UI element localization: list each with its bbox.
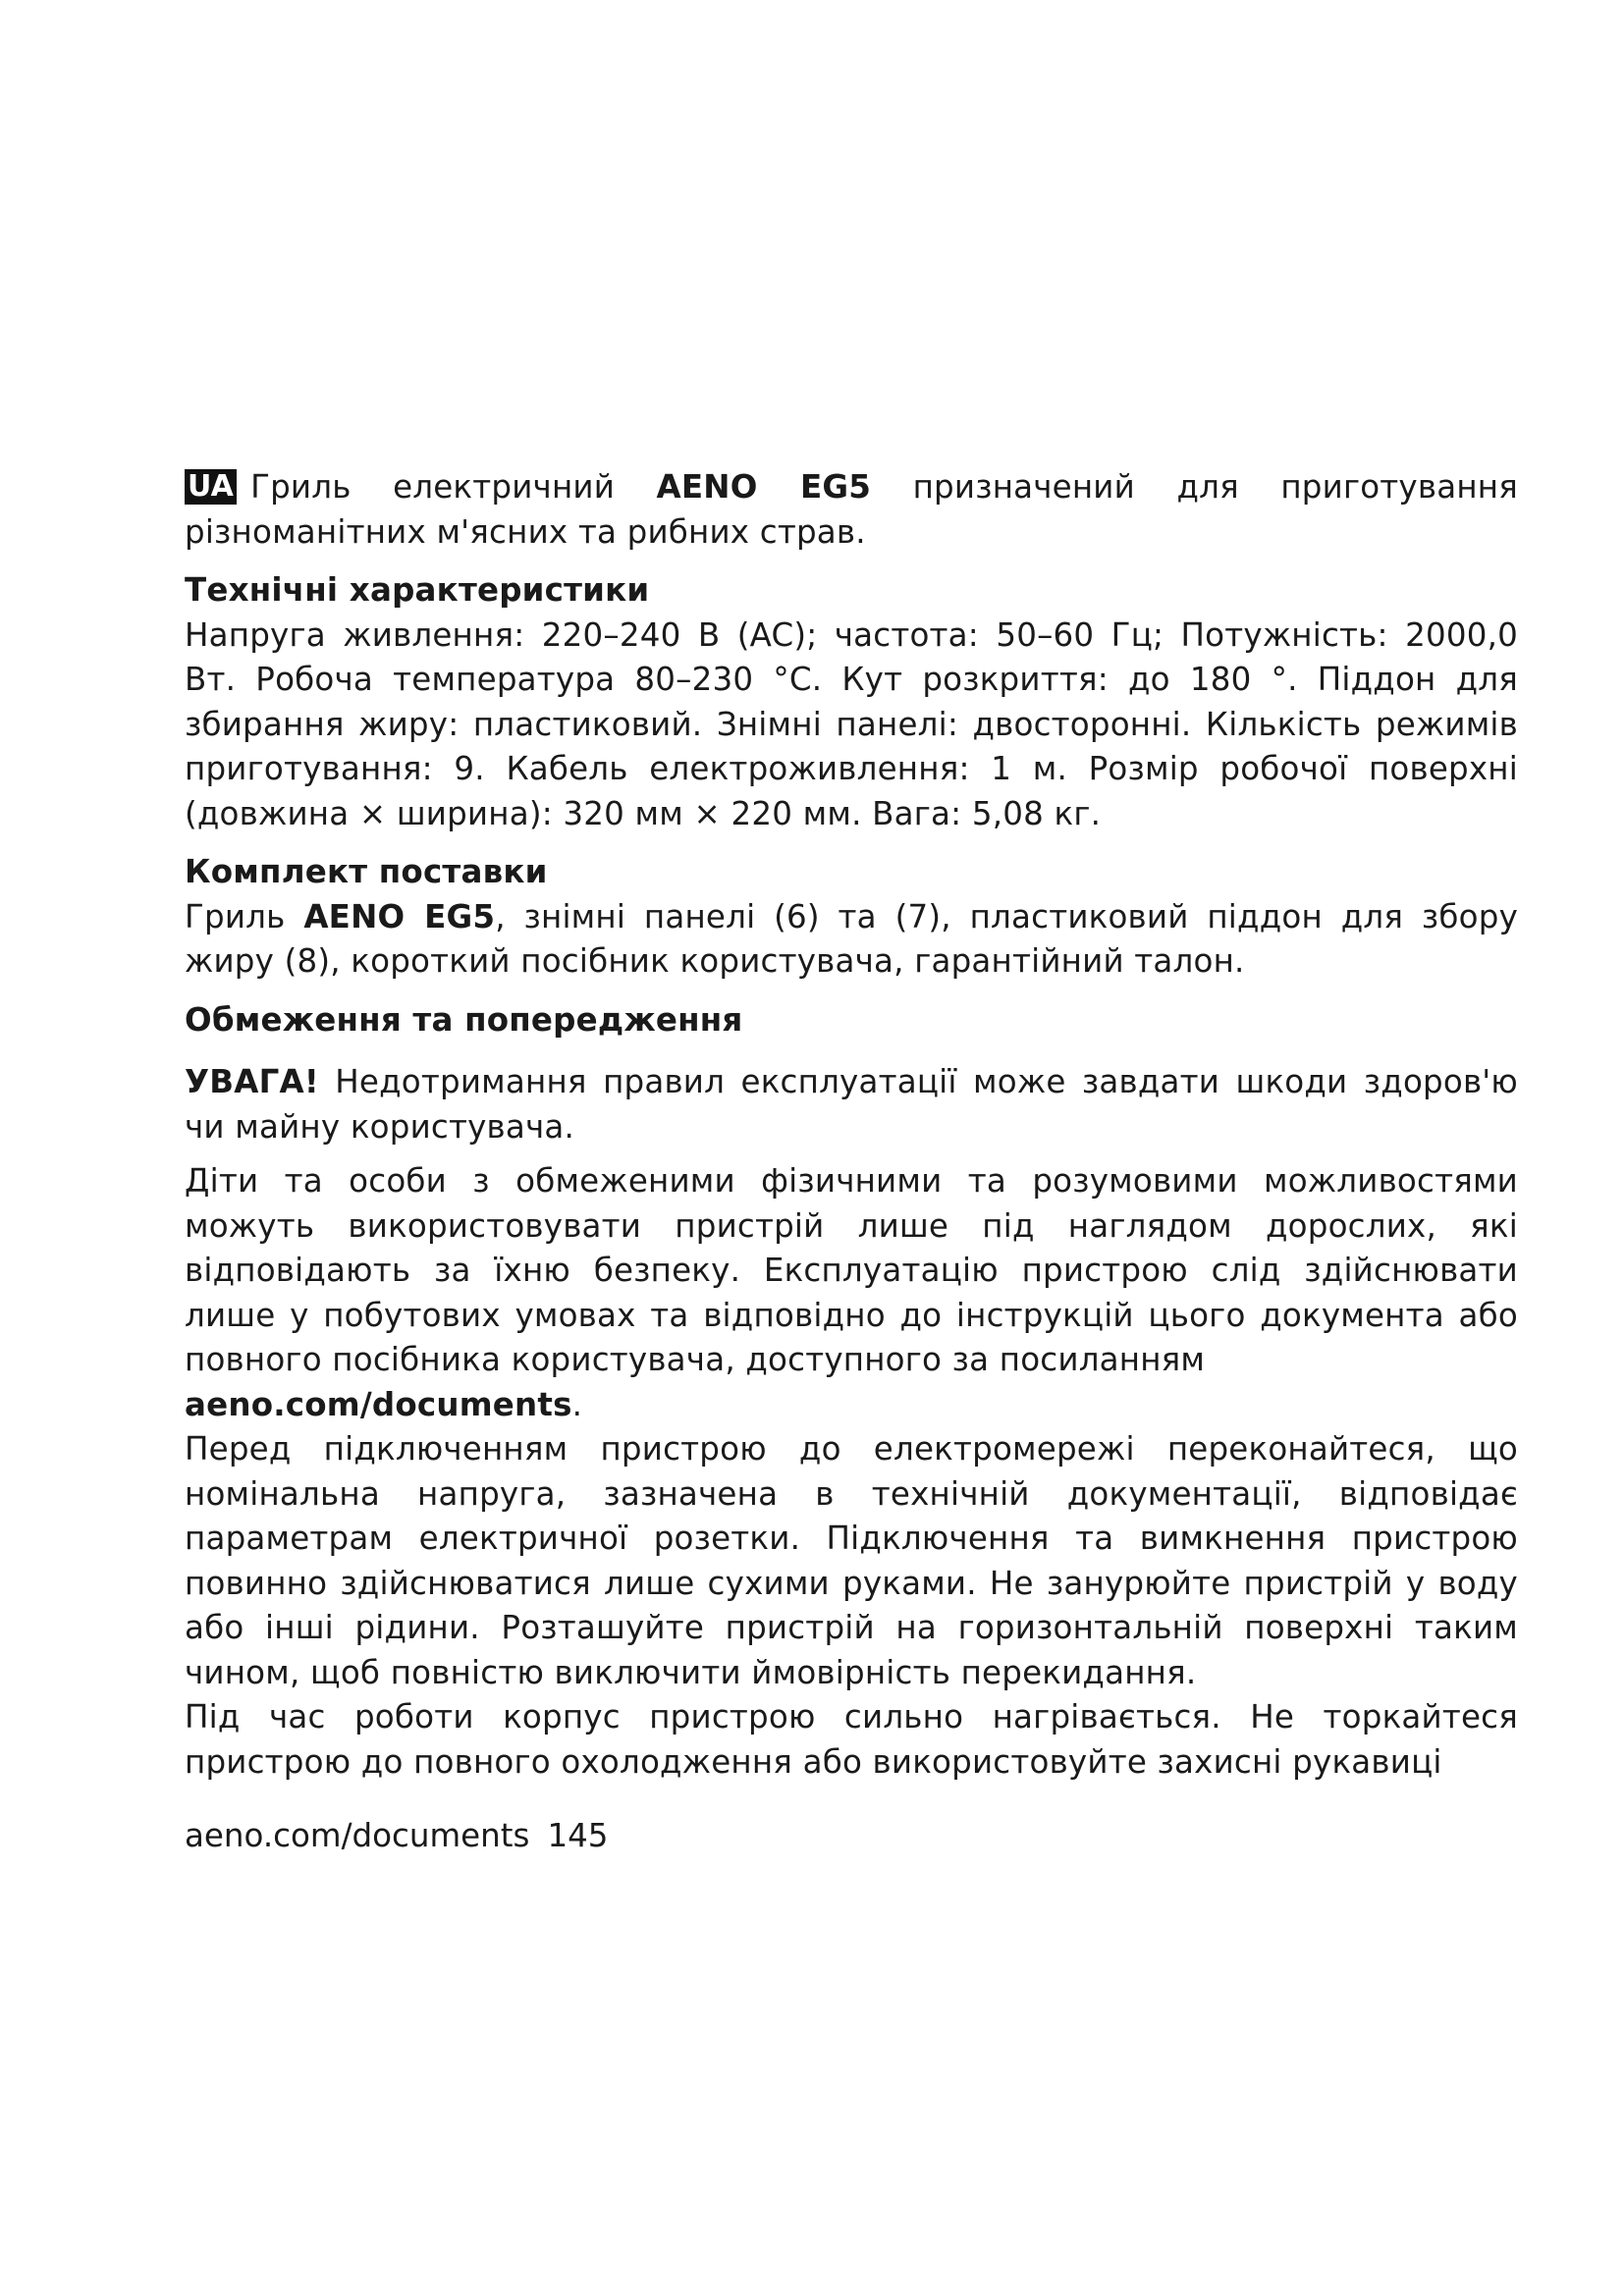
- page-number: 145: [547, 1817, 609, 1854]
- intro-paragraph: [185, 465, 1518, 555]
- language-badge: UA: [185, 469, 237, 505]
- package-text-before: Гриль: [185, 897, 304, 935]
- attention-paragraph: [185, 1060, 1518, 1149]
- children-text: Діти та особи з обмеженими фізичними та розумовими можливостями можуть використовувати пристрій лише під наглядом дорослих, які відповідають за їхню безпеку. Експлуатацію пристрою слід здійснювати лише у побутових умовах та відповідно до інструкцій цього документа або повного посібника користувача, доступного за посиланням: [185, 1162, 1518, 1378]
- documents-link-suffix: .: [571, 1385, 583, 1423]
- package-model-name: AENO EG5: [303, 897, 496, 935]
- heat-paragraph: Під час роботи корпус пристрою сильно нагрівається. Не торкайтеся пристрою до повного охолодження або використовуйте захисні рукавиці: [185, 1698, 1518, 1781]
- package-text-after: , знімні панелі (6) та (7), пластиковий піддон для збору жиру (8), короткий посібник користувача, гарантійний талон.: [185, 897, 1518, 980]
- children-paragraph: [185, 1159, 1518, 1427]
- page-content: [185, 465, 1518, 1785]
- package-heading: Комплект поставки: [185, 853, 548, 890]
- specs-paragraph: Напруга живлення: 220–240 В (AC); частота: 50–60 Гц; Потужність: 2000,0 Вт. Робоча температура 80–230 °С. Кут розкриття: до 180 °. Піддон для збирання жиру: пластиковий. Знімні панелі: двосторонні. Кількість режимів приготування: 9. Кабель електроживлення: 1 м. Розмір робочої поверхні (довжина × ширина): 320 мм × 220 мм. Вага: 5,08 кг.: [185, 615, 1518, 832]
- attention-label: УВАГА!: [185, 1063, 319, 1100]
- page-footer: [185, 1814, 608, 1858]
- intro-text-before: Гриль електричний: [250, 468, 657, 506]
- connection-paragraph: Перед підключенням пристрою до електромережі переконайтеся, що номінальна напруга, зазначена в технічній документації, відповідає параметрам електричної розетки. Підключення та вимкнення пристрою повинно здійснюватися лише сухими руками. Не занурюйте пристрій у воду або інші рідини. Розташуйте пристрій на горизонтальній поверхні таким чином, щоб повністю виключити ймовірність перекидання.: [185, 1430, 1518, 1691]
- documents-link[interactable]: aeno.com/documents: [185, 1385, 572, 1423]
- warnings-heading: Обмеження та попередження: [185, 1000, 743, 1039]
- specs-heading: Технічні характеристики: [185, 571, 650, 609]
- intro-model-name: AENO EG5: [656, 468, 872, 506]
- footer-url[interactable]: aeno.com/documents: [185, 1817, 530, 1854]
- package-paragraph: [185, 895, 1518, 985]
- intro-text-after: призначений для приготування різноманітних м'ясних та рибних страв.: [185, 468, 1518, 551]
- attention-text: Недотримання правил експлуатації може завдати шкоди здоров'ю чи майну користувача.: [185, 1063, 1518, 1146]
